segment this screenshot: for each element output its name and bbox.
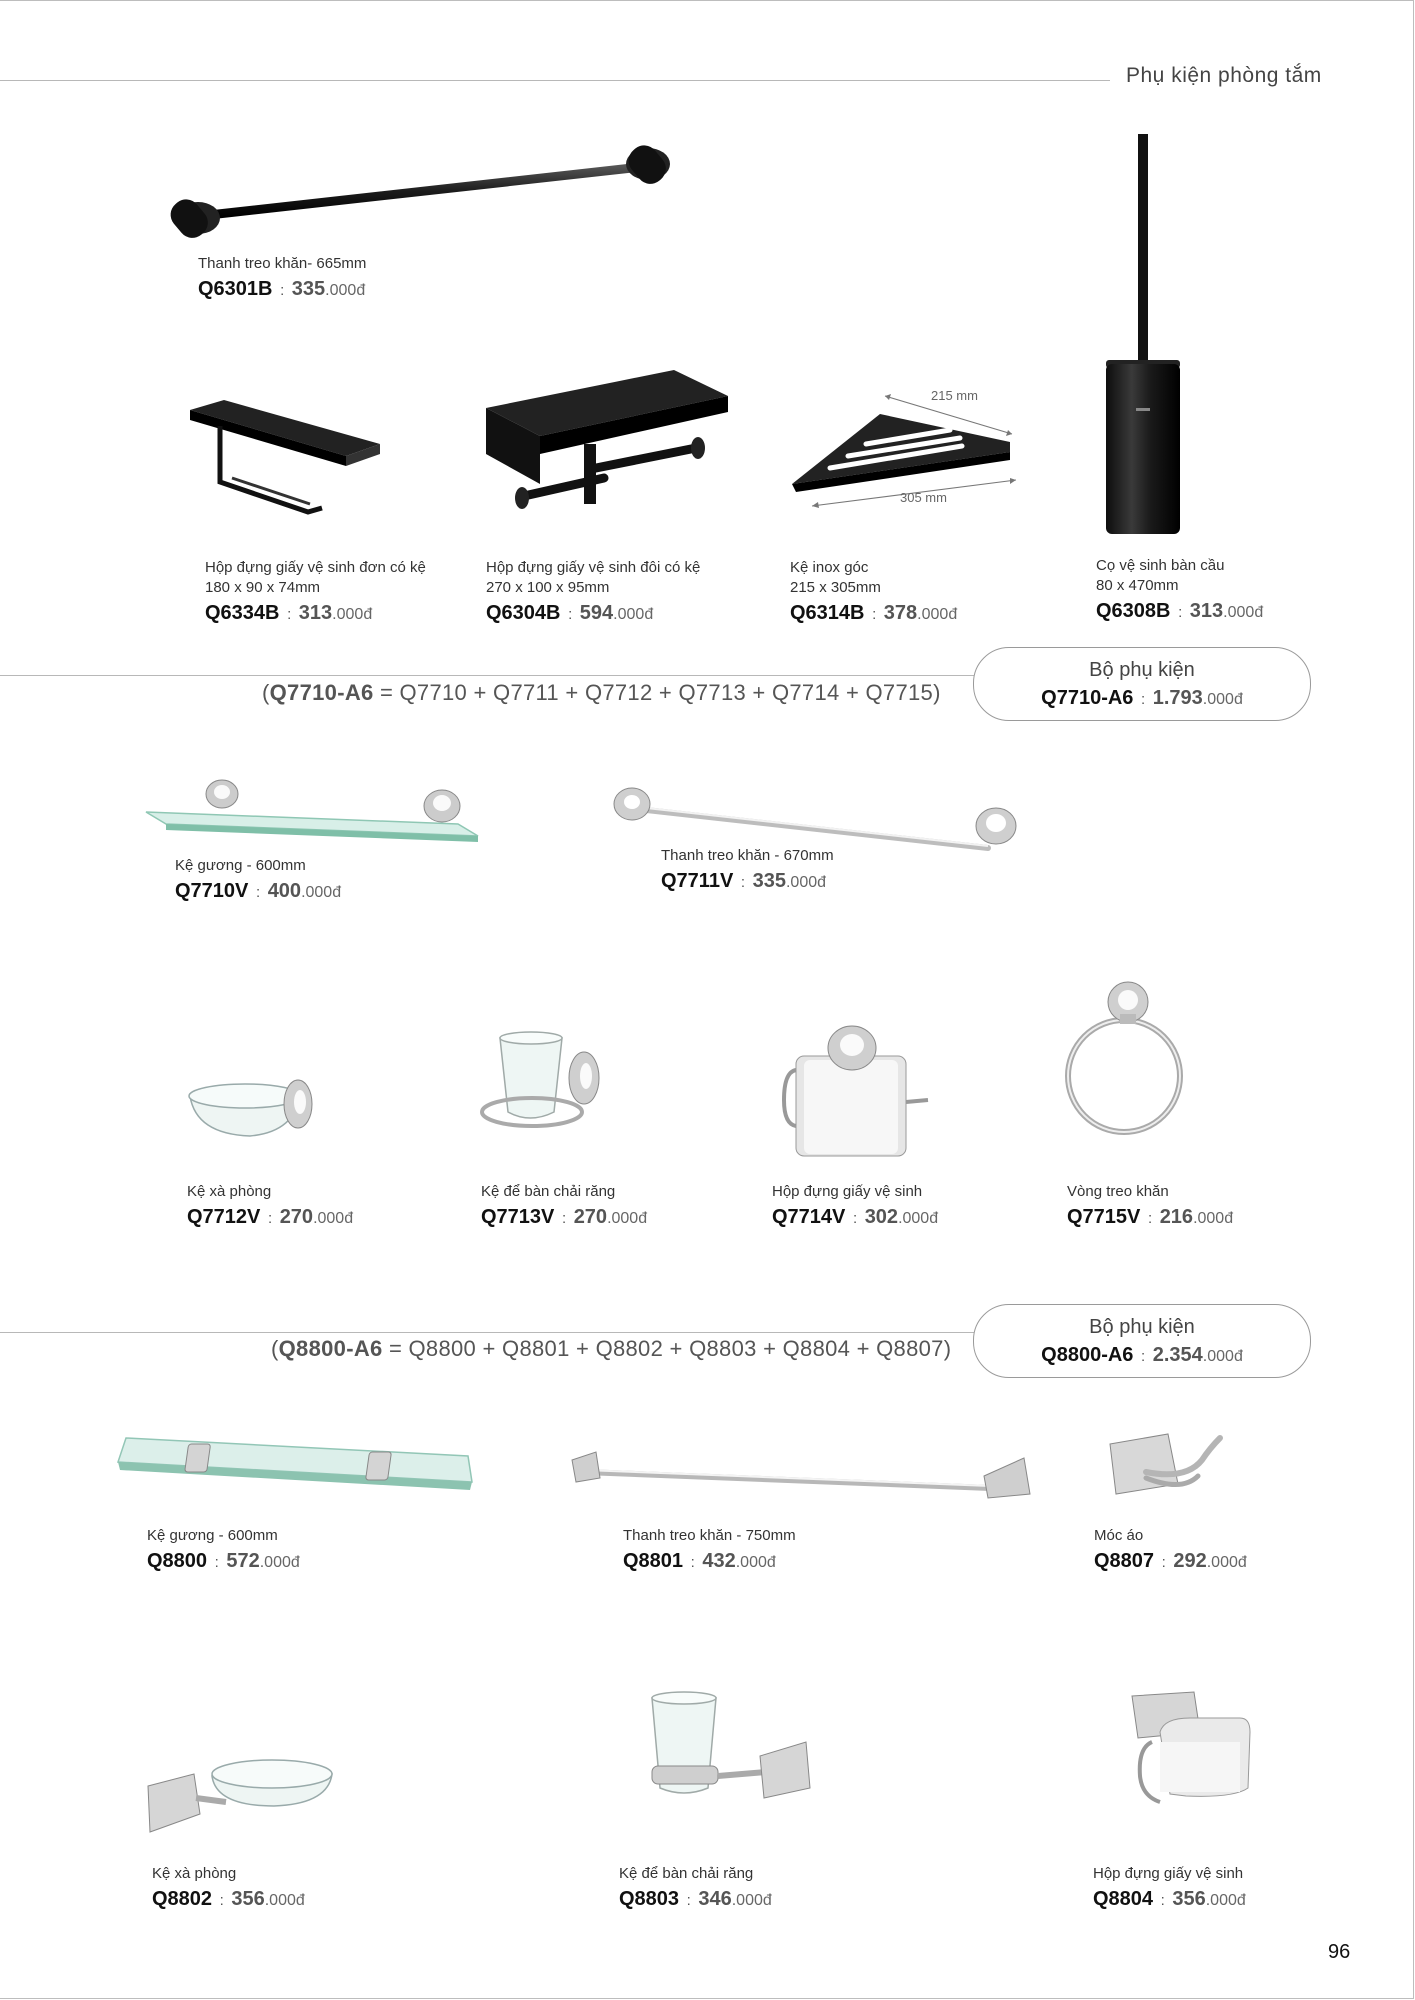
section-title: Phụ kiện phòng tắm [1126, 64, 1322, 87]
product-name: Hộp đựng giấy vệ sinh đơn có kệ [205, 559, 426, 576]
kit-q8800-formula: (Q8800-A6 = Q8800 + Q8801 + Q8802 + Q8803 + Q8804 + Q8807) [271, 1336, 952, 1361]
product-code: Q8801 [623, 1550, 684, 1572]
product-price: 356 [1172, 1888, 1206, 1910]
product-price: 270 [573, 1206, 608, 1228]
product-code: Q8803 [619, 1888, 680, 1910]
product-name: Kệ gương - 600mm [147, 1527, 278, 1544]
dimension-label-305: 305 mm [900, 490, 947, 505]
toilet-brush-image [1096, 132, 1186, 542]
product-q7713v[interactable]: Kệ để bàn chải răng Q7713V : 270.000đ [480, 1030, 610, 1142]
product-code: Q7710V [175, 880, 249, 902]
product-price: 378 [883, 602, 918, 624]
kit-code: Q8800-A6 [1041, 1344, 1134, 1366]
product-name: Kệ inox góc [790, 559, 869, 576]
kit-price: 1.793 [1152, 687, 1203, 709]
product-q8800[interactable]: Kệ gương - 600mm Q8800 : 572.000đ [116, 1434, 476, 1514]
product-name: Hộp đựng giấy vệ sinh đôi có kệ [486, 559, 701, 576]
kit-title: Bộ phụ kiện [1089, 659, 1195, 681]
tumbler-holder-round-image [480, 1030, 610, 1142]
soap-dish-square-image [146, 1756, 336, 1836]
robe-hook-image [1106, 1432, 1226, 1502]
product-q8803[interactable]: Kệ để bàn chải răng Q8803 : 346.000đ [646, 1692, 816, 1812]
product-q6304b[interactable]: Hộp đựng giấy vệ sinh đôi có kệ 270 x 100 x 95mm Q6304B : 594.000đ [484, 368, 734, 518]
towel-bar-square-image [570, 1448, 1034, 1508]
product-code: Q7713V [481, 1206, 555, 1228]
product-name: Kệ xà phòng [152, 1865, 237, 1882]
product-price: 302 [864, 1206, 899, 1228]
product-code: Q6304B [486, 602, 561, 624]
product-name: Kệ để bàn chải răng [481, 1183, 616, 1200]
product-code: Q6308B [1096, 600, 1171, 622]
product-code: Q6314B [790, 602, 865, 624]
product-price: 346 [698, 1888, 732, 1910]
product-price: 432 [702, 1550, 736, 1572]
product-price: 335 [752, 870, 786, 892]
page-number: 96 [1328, 1941, 1351, 1963]
header-rule [0, 80, 1110, 81]
product-code: Q6334B [205, 602, 280, 624]
glass-shelf-round-image [142, 778, 482, 858]
product-name: Kệ để bàn chải răng [619, 1865, 754, 1882]
product-code: Q8807 [1094, 1550, 1155, 1572]
kit-q8800-rule [0, 1332, 975, 1333]
towel-ring-image [1060, 980, 1190, 1140]
product-price: 313 [1189, 600, 1224, 622]
soap-dish-round-image [186, 1070, 316, 1142]
glass-shelf-square-image [116, 1434, 476, 1514]
product-q6334b[interactable]: Hộp đựng giấy vệ sinh đơn có kệ 180 x 90 x 74mm Q6334B : 313.000đ [180, 398, 380, 523]
product-q8801[interactable]: Thanh treo khăn - 750mm Q8801 : 432.000đ [570, 1448, 1034, 1508]
product-price: 356 [231, 1888, 265, 1910]
product-dimension: 80 x 470mm [1096, 577, 1179, 594]
product-q6314b[interactable]: 215 mm 305 mm Kệ inox góc 215 x 305mm Q6314B : 378.000đ [790, 388, 1030, 518]
single-paper-holder-shelf-image [180, 398, 380, 523]
product-code: Q8800 [147, 1550, 208, 1572]
product-code: Q8802 [152, 1888, 213, 1910]
kit-q7710-price-box: Bộ phụ kiện Q7710-A6 : 1.793.000đ [973, 647, 1311, 721]
dimension-label-215: 215 mm [931, 388, 978, 403]
product-code: Q7714V [772, 1206, 846, 1228]
product-price: 216 [1159, 1206, 1194, 1228]
product-dimension: 215 x 305mm [790, 579, 881, 596]
product-q8802[interactable]: Kệ xà phòng Q8802 : 356.000đ [146, 1756, 336, 1836]
kit-price: 2.354 [1152, 1344, 1203, 1366]
product-q7712v[interactable]: Kệ xà phòng Q7712V : 270.000đ [186, 1070, 316, 1142]
product-name: Hộp đựng giấy vệ sinh [772, 1183, 923, 1200]
product-q7714v[interactable]: Hộp đựng giấy vệ sinh Q7714V : 302.000đ [782, 1020, 932, 1160]
product-q6308b[interactable]: Cọ vệ sinh bàn cầu 80 x 470mm Q6308B : 313.000đ [1096, 132, 1186, 542]
paper-holder-square-image [1130, 1692, 1250, 1822]
product-q8804[interactable]: Hộp đựng giấy vệ sinh Q8804 : 356.000đ [1130, 1692, 1250, 1822]
product-name: Cọ vệ sinh bàn cầu [1096, 557, 1225, 574]
product-name: Móc áo [1094, 1527, 1144, 1544]
towel-bar-black-image [170, 138, 690, 248]
tumbler-holder-square-image [646, 1692, 816, 1812]
product-price: 572 [226, 1550, 260, 1572]
product-name: Kệ xà phòng [187, 1183, 272, 1200]
product-code: Q7715V [1067, 1206, 1141, 1228]
product-price: 335 [291, 278, 326, 300]
product-q8807[interactable]: Móc áo Q8807 : 292.000đ [1106, 1432, 1226, 1502]
kit-title: Bộ phụ kiện [1089, 1316, 1195, 1338]
product-q7715v[interactable]: Vòng treo khăn Q7715V : 216.000đ [1060, 980, 1190, 1140]
product-price: 270 [279, 1206, 314, 1228]
kit-q8800-price-box: Bộ phụ kiện Q8800-A6 : 2.354.000đ [973, 1304, 1311, 1378]
product-code: Q7712V [187, 1206, 261, 1228]
product-name: Hộp đựng giấy vệ sinh [1093, 1865, 1244, 1882]
product-name: Kệ gương - 600mm [175, 857, 306, 874]
product-dimension: 180 x 90 x 74mm [205, 579, 321, 596]
product-name: Thanh treo khăn - 750mm [623, 1527, 796, 1544]
kit-code: Q7710-A6 [1041, 687, 1134, 709]
product-price: 594 [579, 602, 614, 624]
paper-holder-round-image [782, 1020, 932, 1160]
product-q7711v[interactable]: Thanh treo khăn - 670mm Q7711V : 335.000đ [608, 780, 1028, 860]
product-name: Vòng treo khăn [1067, 1183, 1169, 1200]
product-q7710v[interactable]: Kệ gương - 600mm Q7710V : 400.000đ [142, 778, 482, 858]
product-price: 292 [1173, 1550, 1207, 1572]
kit-q7710-rule [0, 675, 975, 676]
product-dimension: 270 x 100 x 95mm [486, 579, 610, 596]
product-price: 313 [298, 602, 333, 624]
product-q6301b[interactable]: Thanh treo khăn- 665mm Q6301B : 335.000đ [170, 138, 690, 248]
kit-q7710-formula: (Q7710-A6 = Q7710 + Q7711 + Q7712 + Q7713 + Q7714 + Q7715) [262, 680, 941, 705]
product-name: Thanh treo khăn- 665mm [198, 255, 367, 272]
corner-shelf-image [790, 388, 1030, 518]
product-price: 400 [267, 880, 302, 902]
product-name: Thanh treo khăn - 670mm [661, 847, 834, 864]
product-code: Q7711V [661, 870, 734, 892]
product-code: Q6301B [198, 278, 273, 300]
double-paper-holder-shelf-image [484, 368, 734, 518]
product-code: Q8804 [1093, 1888, 1154, 1910]
